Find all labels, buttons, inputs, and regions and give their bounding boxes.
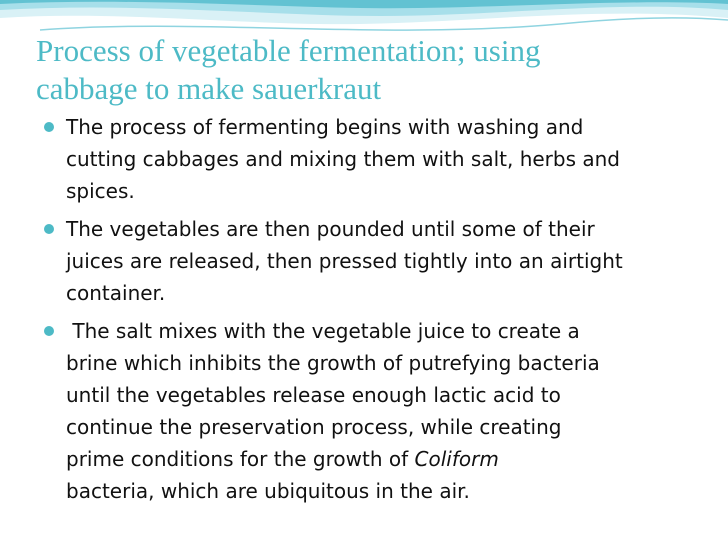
title-line-2: cabbage to make sauerkraut	[36, 71, 382, 106]
slide-title	[36, 32, 696, 108]
bullet-line: spices.	[66, 179, 135, 203]
title-line-1: Process of vegetable fermentation; using	[36, 33, 541, 68]
bullet-line: bacteria, which are ubiquitous in the air.	[66, 479, 470, 503]
bullet-line: brine which inhibits the growth of putrefying bacteria	[66, 351, 600, 375]
bullet-dot-icon	[44, 122, 54, 132]
bullet-line: The salt mixes with the vegetable juice to create a	[66, 319, 580, 343]
bullet-text: prime conditions for the growth of	[66, 447, 415, 471]
bullet-line: The vegetables are then pounded until some of their	[66, 217, 595, 241]
bullet-item	[44, 213, 704, 309]
bullet-line: juices are released, then pressed tightly into an airtight	[66, 249, 623, 273]
coliform-term: Coliform	[414, 447, 499, 471]
bullet-list	[44, 111, 704, 513]
bullet-item	[44, 111, 704, 207]
bullet-line: until the vegetables release enough lactic acid to	[66, 383, 561, 407]
bullet-line: cutting cabbages and mixing them with salt, herbs and	[66, 147, 621, 171]
bullet-dot-icon	[44, 224, 54, 234]
bullet-line	[66, 443, 704, 475]
bullet-line: The process of fermenting begins with washing and	[66, 115, 584, 139]
bullet-line: continue the preservation process, while creating	[66, 415, 562, 439]
bullet-line: container.	[66, 281, 166, 305]
bullet-dot-icon	[44, 326, 54, 336]
bullet-item	[44, 315, 704, 507]
